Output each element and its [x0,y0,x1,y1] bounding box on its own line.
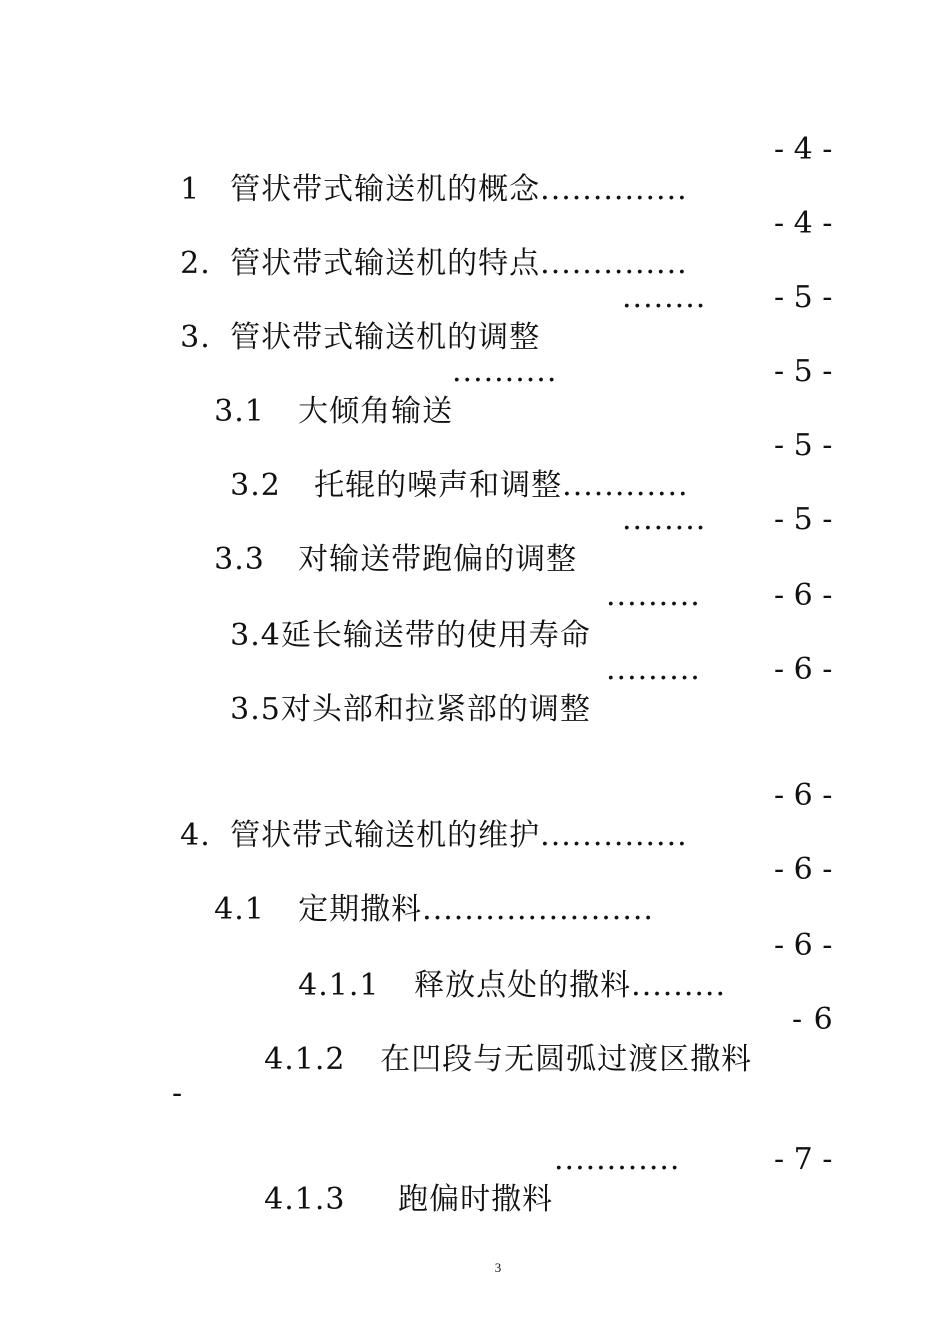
toc-leader: .............. [540,172,688,207]
toc-leader: .............. [540,246,688,281]
toc-title: 跑偏时撒料 [398,1182,554,1217]
toc-leader: ........ [622,280,707,315]
toc-leader: .............. [540,818,688,853]
toc-title: 管状带式输送机的概念 [230,172,541,207]
toc-page: - 5 - [774,428,833,463]
toc-number: 3.5 [230,692,281,727]
toc-number: 3.4 [230,618,281,653]
toc-number: 4.1.3 [264,1182,346,1217]
toc-page: - 4 - [774,132,833,167]
toc-number: 3.2 [230,468,281,503]
toc-title: 释放点处的撒料 [414,968,632,1003]
toc-page: - 4 - [774,206,833,241]
toc-entry-4-1-3 [222,1140,553,1260]
toc-leader: ......... [606,652,701,687]
toc-number: 3.1 [214,394,265,429]
toc-number: 2. [180,246,211,281]
toc-number: 1 [180,172,201,207]
toc-page: - 7 - [774,1142,833,1177]
toc-page: - 6 [792,1002,834,1037]
toc-leader: ...................... [422,892,654,927]
toc-number: 4.1.1 [298,968,380,1003]
toc-title: 大倾角输送 [298,394,454,429]
toc-entry-3-5 [188,650,591,770]
toc-page: - 6 - [774,652,833,687]
toc-number: 4.1 [214,892,265,927]
toc-title: 对输送带跑偏的调整 [298,542,578,577]
toc-title: 管状带式输送机的维护 [230,818,541,853]
toc-page: - 5 - [774,502,833,537]
toc-leader: ......... [606,578,701,613]
toc-number: 3.3 [214,542,265,577]
toc-leader: ............ [562,468,689,503]
toc-leader: .......... [452,354,558,389]
toc-page: - 6 - [774,778,833,813]
toc-number: 3. [180,320,211,355]
toc-title: 在凹段与无圆弧过渡区撒料 [380,1042,753,1077]
toc-entry-4-1-2 [222,1000,752,1120]
toc-page: - 6 - [774,852,833,887]
toc-number: 4. [180,818,211,853]
toc-title: 延长输送带的使用寿命 [280,618,591,653]
toc-leader: ......... [631,968,726,1003]
toc-title: 定期撒料 [298,892,423,927]
toc-page: - 6 - [774,928,833,963]
toc-title: 管状带式输送机的调整 [230,320,541,355]
toc-number: 4.1.2 [264,1042,346,1077]
toc-title: 管状带式输送机的特点 [230,246,541,281]
toc-page: - 6 - [774,578,833,613]
toc-page: - 5 - [774,280,833,315]
toc-leader: ........ [622,502,707,537]
toc-page: - 5 - [774,354,833,389]
toc-title: 对头部和拉紧部的调整 [280,692,591,727]
toc-page-continuation: - [172,1076,184,1111]
page-number: 3 [494,1260,502,1275]
toc-title: 托辊的噪声和调整 [314,468,563,503]
toc-leader: ............ [554,1142,681,1177]
